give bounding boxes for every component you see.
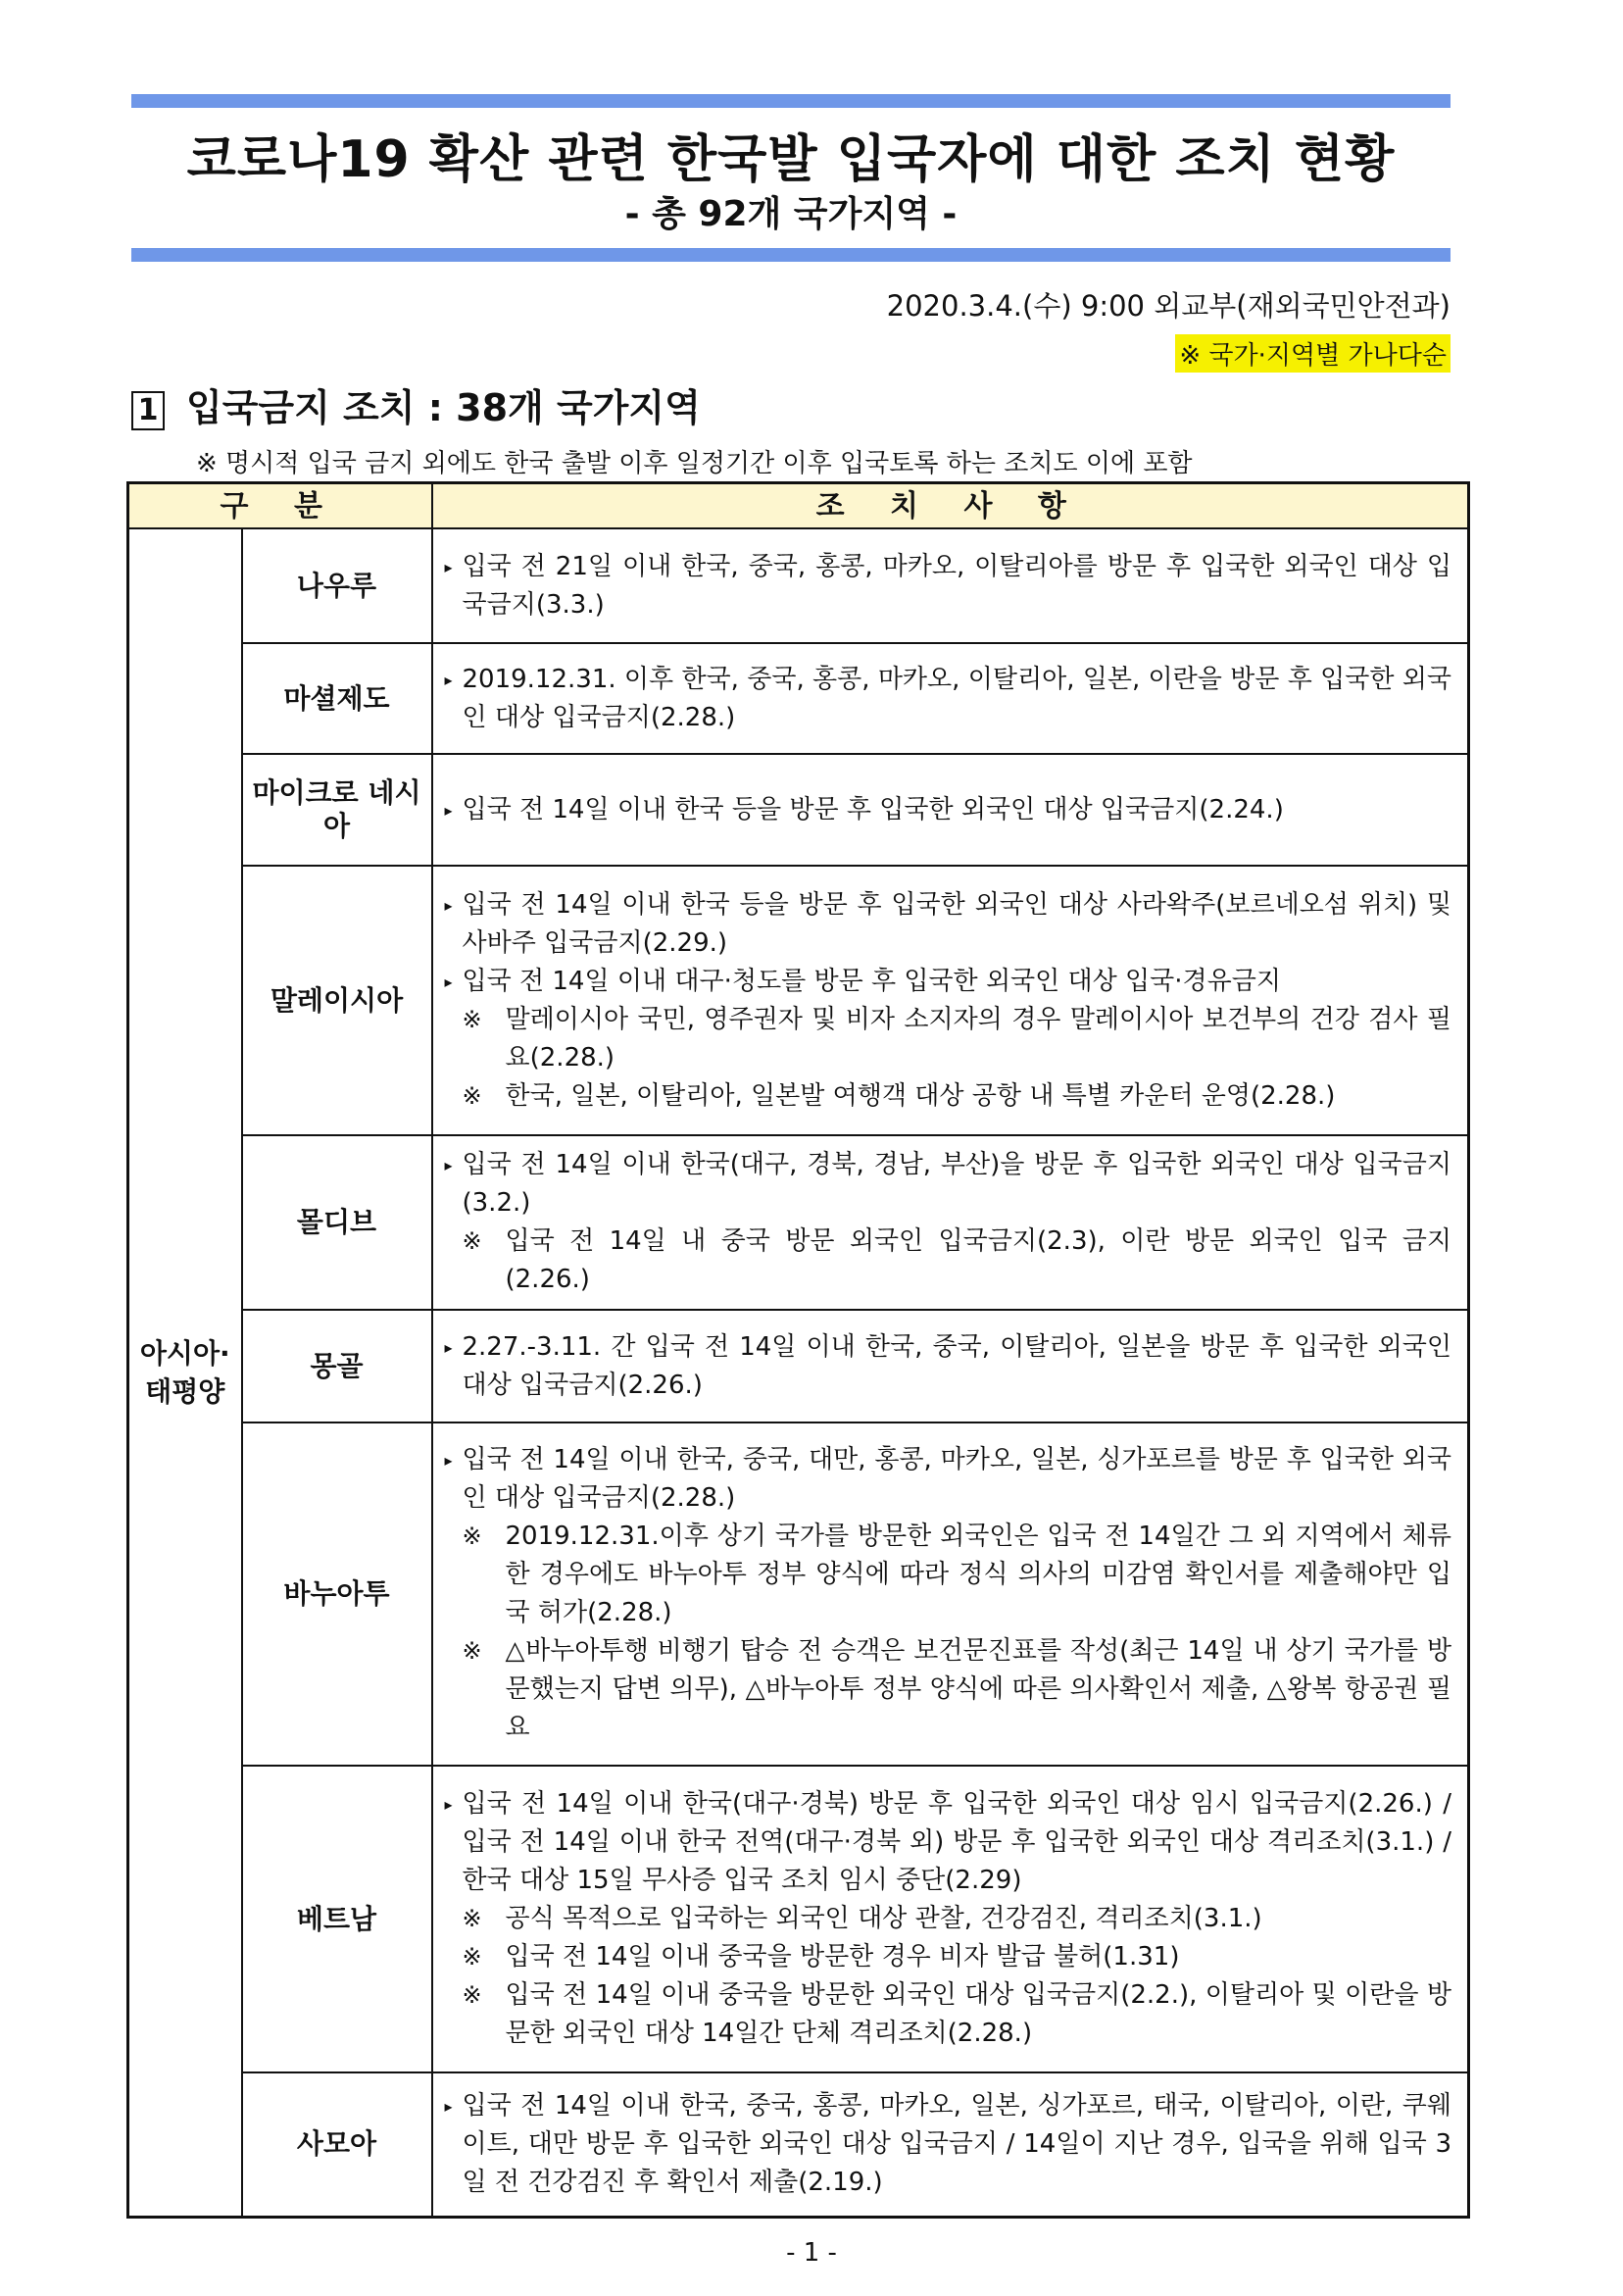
bullet-marker: ※: [462, 1943, 482, 1971]
measure-cell: [432, 1423, 1469, 1766]
measure-text: 입국 전 14일 이내 중국을 방문한 경우 비자 발급 불허(1.31): [505, 1942, 1180, 1972]
measure-line: [445, 1441, 1452, 1518]
measure-line: [445, 1785, 1452, 1900]
measure-text: 입국 전 14일 이내 한국 등을 방문 후 입국한 외국인 대상 사라왁주(보르네오섬 위치) 및 사바주 입국금지(2.29.): [462, 889, 1451, 958]
measure-line: [445, 791, 1452, 829]
bullet-marker: ▸: [444, 1451, 453, 1470]
measure-line: [445, 1632, 1452, 1747]
bullet-marker: ※: [462, 1905, 482, 1932]
country-cell: 나우루: [242, 528, 432, 643]
measure-text: 입국 전 14일 이내 한국(대구, 경북, 경남, 부산)을 방문 후 입국한 외국인 대상 입국금지(3.2.): [462, 1150, 1451, 1218]
measure-text: 공식 목적으로 입국하는 외국인 대상 관찰, 건강검진, 격리조치(3.1.): [505, 1904, 1262, 1933]
bullet-marker: ※: [462, 1522, 482, 1550]
section-note: ※ 명시적 입국 금지 외에도 한국 출발 이후 일정기간 이후 입국토록 하는 조치도 이에 포함: [196, 449, 1193, 478]
measure-line: [445, 1518, 1452, 1632]
section-heading: [131, 377, 701, 431]
header-measures: 조 치 사 항: [432, 483, 1469, 529]
header-category: 구 분: [128, 483, 432, 529]
table-row: [128, 1135, 1469, 1310]
document-title: 코로나19 확산 관련 한국발 입국자에 대한 조치 현황: [186, 130, 1396, 189]
measure-text: 입국 전 14일 이내 대구·청도를 방문 후 입국한 외국인 대상 입국·경유금지: [462, 966, 1282, 996]
bullet-marker: ▸: [444, 1337, 453, 1357]
section-title: 입국금지 조치 : 38개 국가지역: [186, 386, 701, 429]
table-row: [128, 1423, 1469, 1766]
measure-cell: [432, 1766, 1469, 2072]
document-subtitle: - 총 92개 국가지역 -: [624, 194, 958, 234]
table-row: [128, 2072, 1469, 2217]
bottom-rule: [131, 248, 1451, 262]
country-cell: 몽골: [242, 1310, 432, 1423]
measure-text: 2019.12.31.이후 상기 국가를 방문한 외국인은 입국 전 14일간 그 외 지역에서 체류한 경우에도 바누아투 정부 양식에 따라 정식 의사의 미감염 확인서를 제출해야만 입국 허가(2.28.): [505, 1522, 1451, 1627]
table-row: [128, 528, 1469, 643]
measure-line: [445, 1938, 1452, 1976]
measure-cell: [432, 866, 1469, 1135]
measure-line: [445, 1976, 1452, 2053]
measure-line: [445, 1001, 1452, 1077]
measures-table: [126, 481, 1470, 2219]
bullet-marker: ▸: [444, 557, 453, 576]
measure-text: 한국, 일본, 이탈리아, 일본발 여행객 대상 공항 내 특별 카운터 운영(2.28.): [505, 1080, 1336, 1111]
measure-cell: [432, 754, 1469, 866]
country-cell: 베트남: [242, 1766, 432, 2072]
page-number: - 1 -: [786, 2238, 837, 2268]
measure-cell: [432, 528, 1469, 643]
country-cell: 바누아투: [242, 1423, 432, 1766]
measure-text: 입국 전 14일 이내 한국(대구·경북) 방문 후 입국한 외국인 대상 임시 입국금지(2.26.) / 입국 전 14일 이내 한국 전역(대구·경북 외) 방문 후 입국한 외국인 대상 격리조치(3.1.) / 한국 대상 15일 무사증 입국 조치 임시 중단(2.29): [462, 1789, 1451, 1895]
bullet-marker: ▸: [444, 972, 453, 991]
bullet-marker: ▸: [444, 1156, 453, 1174]
measure-text: 말레이시아 국민, 영주권자 및 비자 소지자의 경우 말레이시아 보건부의 건강 검사 필요(2.28.): [505, 1004, 1451, 1073]
country-cell: 말레이시아: [242, 866, 432, 1135]
bullet-marker: ※: [462, 1005, 482, 1033]
measure-text: 입국 전 14일 이내 한국, 중국, 홍콩, 마카오, 일본, 싱가포르, 태국, 이탈리아, 이란, 쿠웨이트, 대만 방문 후 입국한 외국인 대상 입국금지 / 14일이 지난 경우, 입국을 위해 입국 3일 전 건강검진 후 확인서 제출(2.19.): [462, 2090, 1451, 2197]
top-rule: [131, 94, 1451, 108]
bullet-marker: ▸: [444, 2096, 453, 2116]
section-number: 1: [131, 391, 165, 430]
table-header-row: [128, 483, 1469, 529]
sort-note: ※ 국가·지역별 가나다순: [1175, 334, 1451, 373]
measure-line: [445, 1328, 1452, 1405]
region-cell: 아시아·태평양: [128, 528, 242, 2217]
measure-line: [445, 1146, 1452, 1223]
measure-text: 입국 전 14일 이내 한국, 중국, 대만, 홍콩, 마카오, 일본, 싱가포르를 방문 후 입국한 외국인 대상 입국금지(2.28.): [462, 1445, 1451, 1513]
measure-text: 입국 전 21일 이내 한국, 중국, 홍콩, 마카오, 이탈리아를 방문 후 입국한 외국인 대상 입국금지(3.3.): [462, 551, 1451, 620]
bullet-marker: ▸: [444, 1795, 453, 1814]
measure-text: 2019.12.31. 이후 한국, 중국, 홍콩, 마카오, 이탈리아, 일본, 이란을 방문 후 입국한 외국인 대상 입국금지(2.28.): [462, 664, 1451, 732]
country-cell: 마이크로 네시아: [242, 754, 432, 866]
measure-line: [445, 1900, 1452, 1938]
table-row: [128, 754, 1469, 866]
table-row: [128, 866, 1469, 1135]
measure-cell: [432, 643, 1469, 754]
measure-line: [445, 1223, 1452, 1299]
bullet-marker: ※: [462, 1227, 482, 1255]
measure-text: 입국 전 14일 내 중국 방문 외국인 입국금지(2.3), 이란 방문 외국인 입국 금지(2.26.): [505, 1226, 1451, 1294]
measure-cell: [432, 1135, 1469, 1310]
measure-cell: [432, 1310, 1469, 1423]
bullet-marker: ※: [462, 1081, 482, 1110]
measure-line: [445, 963, 1452, 1001]
country-cell: 마셜제도: [242, 643, 432, 754]
country-cell: 사모아: [242, 2072, 432, 2217]
table-row: [128, 1310, 1469, 1423]
bullet-marker: ※: [462, 1981, 482, 2009]
measure-line: [445, 548, 1452, 624]
bullet-marker: ▸: [444, 800, 453, 820]
measure-text: △바누아투행 비행기 탑승 전 승객은 보건문진표를 작성(최근 14일 내 상기 국가를 방문했는지 답변 의무), △바누아투 정부 양식에 따른 의사확인서 제출, △왕복 항공권 필요: [505, 1636, 1451, 1742]
bullet-marker: ※: [462, 1637, 482, 1665]
measure-text: 입국 전 14일 이내 한국 등을 방문 후 입국한 외국인 대상 입국금지(2.24.): [462, 794, 1284, 824]
measure-line: [445, 1077, 1452, 1116]
bullet-marker: ▸: [444, 670, 453, 689]
country-cell: 몰디브: [242, 1135, 432, 1310]
measure-text: 입국 전 14일 이내 중국을 방문한 외국인 대상 입국금지(2.2.), 이탈리아 및 이란을 방문한 외국인 대상 14일간 단체 격리조치(2.28.): [505, 1980, 1451, 2048]
table-row: [128, 1766, 1469, 2072]
bullet-marker: ▸: [444, 895, 453, 915]
measure-line: [445, 2087, 1452, 2202]
measure-text: 2.27.-3.11. 간 입국 전 14일 이내 한국, 중국, 이탈리아, 일본을 방문 후 입국한 외국인 대상 입국금지(2.26.): [462, 1331, 1451, 1400]
table-row: [128, 643, 1469, 754]
measure-line: [445, 661, 1452, 737]
measure-cell: [432, 2072, 1469, 2217]
dateline: 2020.3.4.(수) 9:00 외교부(재외국민안전과): [886, 289, 1451, 323]
measure-line: [445, 886, 1452, 963]
